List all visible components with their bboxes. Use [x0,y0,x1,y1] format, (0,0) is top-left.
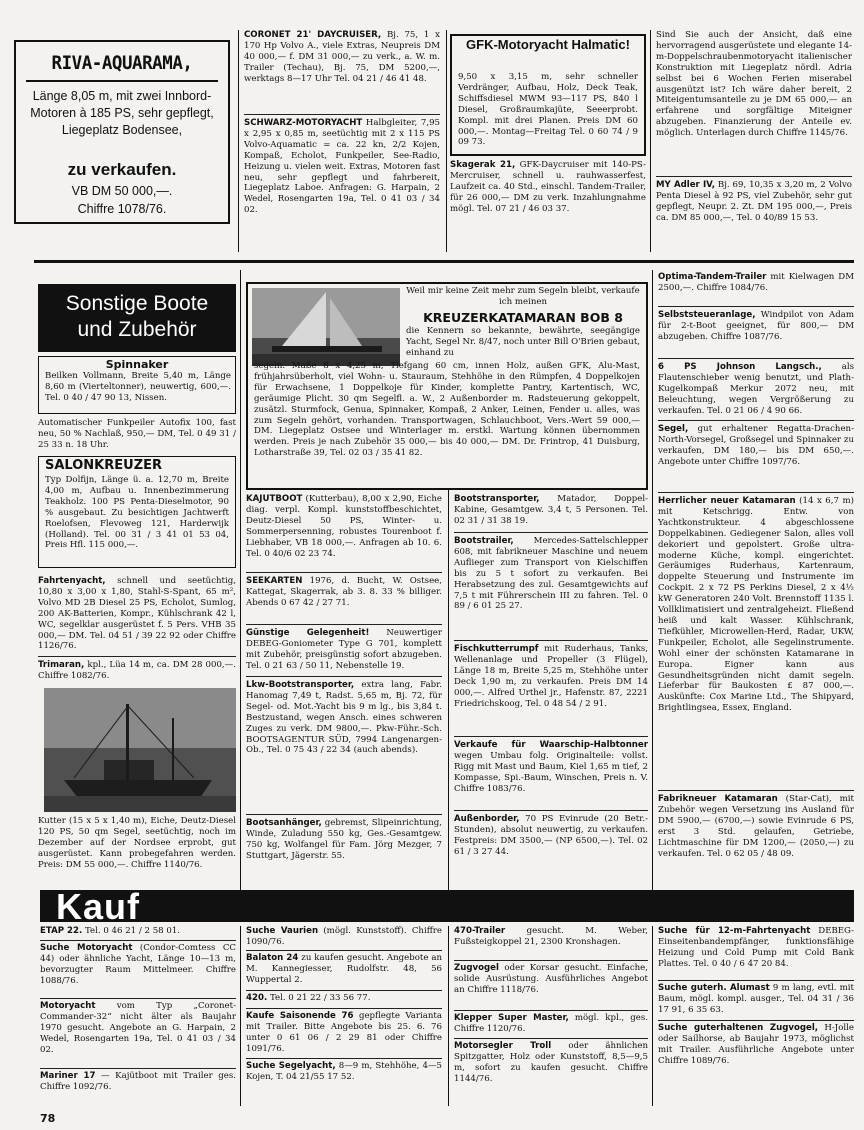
spinnaker-ad [38,356,236,414]
etap-ad: ETAP 22. Tel. 0 46 21 / 2 58 01. [40,926,181,936]
optima-trailer-ad: Optima-Tandem-Trailer mit Kielwagen DM 2500,—. Chiffre 1084/76. [658,272,854,293]
kreuzerkatamaran-ad [246,282,648,490]
motorsegler-troll-ad: Motorsegler Troll oder ähnlichen Spitzgatter, Holz oder Kunststoff, 8,5—9,5 m, sofort zu kaufen gesucht. Chiffre 1144/76. [454,1041,648,1084]
trimaran-ad: Trimaran, kpl., Lüa 14 m, ca. DM 28 000,—. Chiffre 1082/76. [38,660,236,681]
kreuzer-text1: die Kennern so bekannte, bewährte, seegängige Yacht, Segel Nr. 8/47, noch unter Bill O'Brien gebaut, einhand zu [406,326,640,358]
coronet-ad: CORONET 21' DAYCRUISER, Bj. 75, 1 x 170 Hp Volvo A., viele Extras, Neupreis DM 40 000,— f. DM 31 000,— zu verk., a. W. m. Trailer (Techau), Bj. 75, DM 5200,—, werktags 8—17 Uhr Tel. 04 21 / 46 41 48. [244,30,440,84]
katamaran-photo [252,288,400,366]
coronet-commander-ad: Motoryacht vom Typ „Coronet-Commander-32“ nicht älter als Baujahr 1970 gesucht. Angebote an G. Harpain, 2 Wedel, Rosengarten 19a, Tel. 0 41 03 / 34 02. [40,1001,236,1055]
varianta-ad: Kaufe Saisonende 76 gepflegte Varianta mit Trailer. Bitte Angebote bis 25. 6. 76 unter 0 61 06 / 2 29 81 oder Chiffre 1091/76. [246,1011,442,1054]
herrlicher-katamaran-ad: Herrlicher neuer Katamaran (14 x 6,7 m) mit Ketschrigg. Entw. von Yachtkonstrukteur. 4 abgeschlossene Doppelkabinen. Gediegener Salon, alles voll dekoriert und gepolstert. Große ultra-moderne Küche, kompl. eingerichtet. Geräumiges Ruderhaus, Kartenraum, doppelte Steuerung und Instrumente im Cockpit. 2 x 72 PS Perkins Diesel, 2 x 4½ kW Generatoren 240 Volt. Brennstoff 1135 l. Vollklimatisiert und zentralgeheizt. Fließend heiß und kalt Wasser. Kühlschrank, Tiefkühler, Microwellen-Herd, Radar, UKW, Funkpeiler, Echolot, alle Segelinstrumente. Wohl einer der schönsten Katamarane in Europa. Eigner kann aus Gesundheitsgründen nicht damit segeln. Lieferbar für Baukosten £ 87 000,—. Auskünfte: Cox Marine Ltd., The Shipyard, Brightlingsea, Essex, England. [658,496,854,714]
katamaran-illustration [252,288,400,366]
suche-zugvogel-ad: Suche guterhaltenen Zugvogel, H-Jolle oder Saílhorse, ab Baujahr 1973, möglichst mit Trailer. Ausführliche Angebote unter Chiffre 1089/76. [658,1023,854,1066]
kajuetboot-ad: KAJÜTBOOT (Kutterbau), 8,00 x 2,90, Eiche diag. verpl. Kompl. kunststoffbeschichtet, Deutz-Diesel 50 PS, Winter- u. Sommerpersenning, robustes Tourenboot f. Liebhaber, VB 18 000,—. Anfragen ab 10. 6. Tel. 0 40/6 02 23 74. [246,494,442,559]
suche-segelyacht-ad: Suche Segelyacht, 8—9 m, Stehhöhe, 4—5 Kojen, T. 04 21/55 17 52. [246,1061,442,1082]
kreuzer-intro: Weil mir keine Zeit mehr zum Segeln bleibt, verkaufe ich meinen [406,286,640,307]
suche-vaurien-ad: Suche Vaurien (mögl. Kunststoff). Chiffre 1090/76. [246,926,442,947]
suche-motoryacht-ad: Suche Motoryacht (Condor-Comtess CC 44) oder ähnliche Yacht, Länge 10—13 m, bevorzugter Raum Mittelmeer. Chiffre 1088/76. [40,943,236,986]
kauf-title: Kauf [56,886,140,927]
schwarz-motoryacht-ad: SCHWARZ-MOTORYACHT Halbgleiter, 7,95 x 2,95 x 0,85 m, seetüchtig mit 2 x 115 PS Volvo-Aquamatic = ca. 22 kn, 2/2 Kojen, Kompaß, Echolot, Funkpeiler, See-Radio, Heizung u. vielen weit. Extras, Motoren fast neu, sehr gepflegt und fahrbereit, Liegeplatz Laboe. Anfragen: G. Harpain, 2 Wedel, Rosengarten 19a, Tel. 0 41 03 / 34 02. [244,118,440,216]
johnson-ad: 6 PS Johnson Langsch., als Flautenschieber wenig benutzt, und Plath-Kugelkompaß Merkur 2072 neu, mit Beleuchtung, wegen Vergrößerung zu verkaufen. Tel. 0 21 06 / 4 90 66. [658,362,854,416]
skagerak-ad: Skagerak 21, GFK-Daycruiser mit 140-PS-Mercruiser, schnell u. rauhwasserfest, Laufzeit ca. 40 Std., einschl. Tandem-Trailer, für 26 000,— DM zu verk. Inzahlungnahme mögl. Tel. 07 21 / 46 03 37. [450,160,646,214]
bootstrailer-ad: Bootstrailer, Mercedes-Sattelschlepper 608, mit fabrikneuer Maschine und neuem Auflieger zum Transport von Kielschiffen bis zu 5 t sofort zu verkaufen. Bei Herabsetzung des zul. Gesamtgewichts auf 7,5 t mit Führerschein III zu fahren. Tel. 0 89 / 6 01 25 27. [454,536,648,612]
fahrtenyacht-empfaenger-ad: Suche für 12-m-Fahrtenyacht DEBEG-Einseitenbandempfänger, funktionsfähige Heizung und Cold Pump mit Cold Bank Plattes. Tel. 0 40 / 6 47 20 84. [658,926,854,969]
salonkreuzer-title: SALONKREUZER [45,458,163,473]
bootstransporter-ad: Bootstransporter, Matador, Doppel-Kabine, Gesamtgew. 3,4 t, 5 Personen. Tel. 02 31 / 31 38 19. [454,494,648,526]
waarschip-ad: Verkaufe für Waarschip-Halbtonner wegen Umbau folg. Originalteile: vollst. Rigg mit Mast und Baum, Kiel 1,65 m tief, 2 Kompasse, Spi.-Baum, Winschen, Preis n. V. Chiffre 1083/76. [454,740,648,794]
bootsanhaenger-ad: Bootsanhänger, gebremst, Slipeinrichtung, Winde, Zuladung 550 kg, Ges.-Gesamtgew. 750 kg, Wolfangel für Fam. Jörg Mezger, 7 Stuttgart, Jägerstr. 55. [246,818,442,861]
420-ad: 420. Tel. 0 21 22 / 33 56 77. [246,993,371,1003]
470-trailer-ad: 470-Trailer gesucht. M. Weber, Fußsteigkoppel 21, 2300 Kronshagen. [454,926,648,947]
sonstige-line1: Sonstige Boote [65,292,209,315]
riva-price: VB DM 50 000,—. [71,184,173,198]
page-number: 78 [40,1112,56,1125]
kutter-illustration [44,688,236,812]
spinnaker-title: Spinnaker [105,358,169,371]
autofix-ad: Automatischer Funkpeiler Autofix 100, fast neu, 50 % Nachlaß, 950,— DM, Tel. 0 49 31 / 25 33 n. 18 Uhr. [38,418,236,450]
salonkreuzer-ad [38,456,236,568]
sonstige-line2: und Zubehör [77,318,197,341]
gfk-text: 9,50 x 3,15 m, sehr schneller Verdränger, Aufbau, Holz, Deck Teak, Schiffsdiesel MWM 93—117 PS, 840 l Diesel, Großraumkajüte, Seeerprobt. Kompl. mit drei Planen. Preis DM 60 000,—. Montag—Freitag Tel. 0 60 74 / 9 09 73. [458,72,638,148]
kutter-photo [44,688,236,812]
zugvogel-korsar-ad: Zugvogel oder Korsar gesucht. Einfache, solide Ausrüstung. Ausführliches Angebot an Chiffre 1118/76. [454,963,648,995]
riva-aquarama-ad [14,40,230,224]
riva-chiffre: Chiffre 1078/76. [77,202,167,216]
lkw-bootstransporter-ad: Lkw-Bootstransporter, extra lang, Fabr. Hanomag 7,49 t, Radst. 5,65 m, Bj. 72, für Segel- od. Mot.-Yacht bis 9 m lg., bis 3,84 t. Bestzustand, wegen Ansch. eines schweren Zuges zu verk. DM 9800,—. Pkw-Führ.-Sch. BOOTSAGENTUR SÜD, 7994 Langenargen-Ob., Tel. 0 75 43 / 22 34 (auch abends). [246,680,442,756]
klepper-ad: Klepper Super Master, mögl. kpl., ges. Chiffre 1120/76. [454,1013,648,1034]
section-banner-sonstige-boote [38,284,236,352]
salonkreuzer-text: Typ Dolfijn, Länge ü. a. 12,70 m, Breite 4,00 m, Aufbau u. Innenbezimmerung Teakholz. 100 PS Penta-Dieselmotor, 90 % ausgebaut. Zu besichtigen Jachtwerft Roelofsen, Flevoweg 121, Harderwijk (Holland). Tel. 00 31 / 3 41 01 53 04, Preis Hfl. 115 000,—. [45,475,229,551]
kreuzer-title: KREUZERKATAMARAN BOB 8 [423,310,623,325]
gfk-motoryacht-ad [450,34,646,156]
mariner-ad: Mariner 17 — Kajütboot mit Trailer ges. Chiffre 1092/76. [40,1071,236,1092]
kreuzer-text2: segeln. Maße 8 x 4,25 m, Tiefgang 60 cm, innen Holz, außen GFK, Alu-Mast, frühjahrsüberholt, viel Wohn- u. Stauraum, Stehhöhe in den Rümpfen, 4 Doppelkojen für Erwachsene, 1 Doppelkoje für Kinder, komplette Pantry, Kartentisch, WC, geräumige Plicht. 30 qm Segelfl. a. W., 2 Außenborder m. Radsteuerung gekoppelt, zusätzl. Sturmfock, Genua, Spinnaker, Kompaß, 2 Anker, Leinen, Fender u. alles, was zum Segeln gehört, vorhanden. Transportwagen, Schlauchboot, Vers.-Wert 59 000,— DM. Liegeplatz Ostsee und Winterlager m. erstkl. Wartung können übernommen werden. Preis je nach Zubehör 35 000,— bis 40 000,— DM. Dr. Frintrop, 41 Duisburg, Lotharstraße 39, Tel. 02 03 / 35 41 82. [254,361,640,459]
section-banner-kauf [40,886,854,927]
fischkutterrumpf-ad: Fischkutterrumpf mit Ruderhaus, Tanks, Wellenanlage und Propeller (3 Flügel), Länge 18 m, Breite 5,25 m, Stehhöhe unter Deck 1,90 m, zu verkaufen. Preis DM 14 000,—. Alfred Urthel jr., Hafenstr. 87, 2221 Friedrichskoog, Tel. 0 48 54 / 2 91. [454,644,648,709]
riva-title: RIVA-AQUARAMA, [51,52,193,74]
riva-verkauf: zu verkaufen. [67,160,177,179]
gfk-title: GFK-Motoryacht Halmatic! [466,37,630,52]
fabrikneuer-katamaran-ad: Fabrikneuer Katamaran (Star-Cat), mit Zubehör wegen Versetzung ins Ausland für DM 5900,— (6700,—) sowie Evinrude 6 PS, erst 3 Std. gelaufen, Getriebe, Lichtmaschine für DM 1200,— (2050,—) zu verkaufen. Tel. 0 62 05 / 48 09. [658,794,854,859]
riva-body: Länge 8,05 m, mit zwei Innbord-Motoren à 185 PS, sehr gepflegt, Liegeplatz Bodensee, [30,89,214,137]
fahrtenyacht-ad: Fahrtenyacht, schnell und seetüchtig, 10,80 x 3,00 x 1,80, Stahl-S-Spant, 65 m², Volvo MD 2B Diesel 25 PS, Echolot, Sumlog, 200 AK-Batterien, Kompr., Kühlschrank 42 l, WC, segelklar ausgerüstet f. 5 Pers. VHB 35 000,— DM. Tel. 04 51 / 39 22 92 oder Chiffre 1126/76. [38,576,236,652]
kutter-ad: Kutter (15 x 5 x 1,40 m), Eiche, Deutz-Diesel 120 PS, 50 qm Segel, seetüchtig, noch im Dezember auf der Nordsee erprobt, gut ausgerüstet. Kann probegefahren werden. Preis: DM 55 000,—. Chiffre 1140/76. [38,816,236,870]
aussenborder-ad: Außenborder, 70 PS Evinrude (20 Betr.-Stunden), absolut neuwertig, zu verkaufen. Festpreis: DM 3500,— (NP 6500,—). Tel. 02 61 / 3 27 44. [454,814,648,857]
doppelschrauben-ad: Sind Sie auch der Ansicht, daß eine hervorragend ausgerüstete und elegante 14-m-Doppelschraubenmotoryacht italienischer Konstruktion mit Liegeplatz nördl. Adria selbst bei 6 Wochen Ferien miserabel ausgenützt ist? Ich wäre daher bereit, 2 Miteigentumsanteile zu je DM 65 000,— an erfahrene und sorgfältige Miteigner abzugeben. Finanzierung der Anteile ev. möglich. Unterlagen durch Chiffre 1145/76. [656,30,852,139]
goniometer-ad: Günstige Gelegenheit! Neuwertiger DEBEG-Goniometer Type G 701, komplett mit Zubehör, preisgünstig sofort abzugeben. Tel. 0 21 63 / 50 11, Nebenstelle 19. [246,628,442,671]
my-adler-ad: MY Adler IV, Bj. 69, 10,35 x 3,20 m, 2 Volvo Penta Diesel à 92 PS, viel Zubehör, sehr gut gepflegt, Neupr. 2. Zt. DM 195 000,—, Preis ca. DM 85 000,—, Tel. 0 40/89 15 53. [656,180,852,223]
selbststeueranlage-ad: Selbststeueranlage, Windpilot von Adam für 2-t-Boot geeignet, für 800,— DM abzugeben. Chiffre 1087/76. [658,310,854,342]
segel-ad: Segel, gut erhaltener Regatta-Drachen-North-Vorsegel, Großsegel und Spinnaker zu verkaufen, DM 180,— bis DM 650,—. Angebote unter Chiffre 1097/76. [658,424,854,467]
spinnaker-text: Beilken Vollmann, Breite 5,40 m, Länge 8,60 m (Vierteltonner), neuwertig, 600,—. Tel. 0 40 / 47 90 13, Nissen. [45,371,231,403]
alumast-ad: Suche guterh. Alumast 9 m lang, evtl. mit Baum, mögl. kompl. ausger., Tel. 04 31 / 36 17 91, 6 35 63. [658,983,854,1015]
balaton-ad: Balaton 24 zu kaufen gesucht. Angebote an M. Kannegiesser, Rudolfstr. 48, 56 Wuppertal 2. [246,953,442,985]
seekarten-ad: SEEKARTEN 1976, d. Bucht, W. Ostsee, Kattegat, Skagerrak, ab 3. 8. 33 % billiger. Abends 0 67 42 / 27 71. [246,576,442,608]
